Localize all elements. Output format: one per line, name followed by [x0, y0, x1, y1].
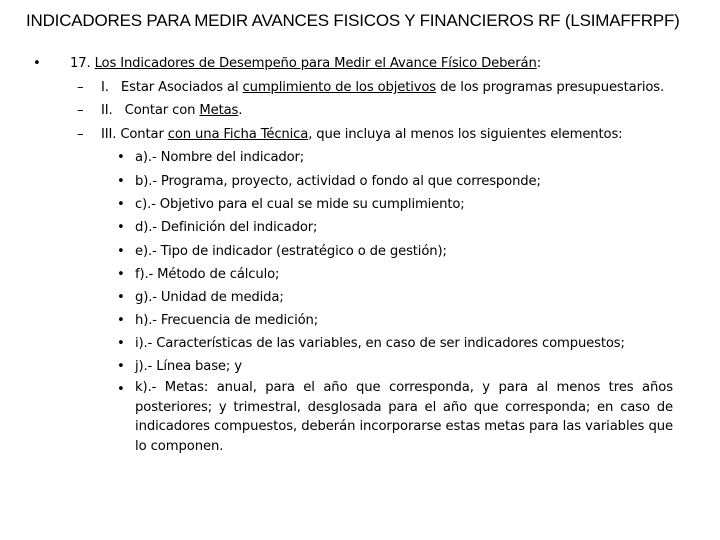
element-e: e).- Tipo de indicador (estratégico o de gestión); — [135, 244, 447, 259]
bullet-icon: • — [117, 267, 125, 282]
bullet-icon: • — [117, 382, 125, 397]
element-a: a).- Nombre del indicador; — [135, 150, 305, 165]
bullet-icon: • — [117, 336, 125, 351]
subitem-I: I. Estar Asociados al cumplimiento de los objetivos de los programas presupuestarios. — [101, 80, 665, 95]
bullet-icon: • — [117, 244, 125, 259]
subitem-III: III. Contar con una Ficha Técnica, que incluya al menos los siguientes elementos: — [101, 127, 623, 142]
dash-icon: – — [77, 103, 84, 118]
dash-icon: – — [77, 80, 84, 95]
item-heading: Los Indicadores de Desempeño para Medir el Avance Físico Deberán — [94, 56, 537, 71]
element-d: d).- Definición del indicador; — [135, 220, 318, 235]
element-i: i).- Características de las variables, en caso de ser indicadores compuestos; — [135, 336, 625, 351]
bullet-icon: • — [117, 290, 125, 305]
bullet-icon: • — [117, 150, 125, 165]
element-f: f).- Método de cálculo; — [135, 267, 280, 282]
element-k: k).- Metas: anual, para el año que corresponda, y para al menos tres años posteriores; y trimestral, desglosada para el año que corresponda; en caso de indicadores compuestos, deberán incorporarse estas metas para las variables que lo componen. — [135, 380, 673, 454]
bullet-icon: • — [117, 313, 125, 328]
subitem-II: II. Contar con Metas. — [101, 103, 243, 118]
dash-icon: – — [77, 127, 84, 142]
bullet-icon: • — [117, 220, 125, 235]
element-h: h).- Frecuencia de medición; — [135, 313, 319, 328]
element-c: c).- Objetivo para el cual se mide su cumplimiento; — [135, 197, 465, 212]
item-number: 17. — [70, 56, 91, 71]
bullet-icon: • — [117, 197, 125, 212]
element-b: b).- Programa, proyecto, actividad o fondo al que corresponde; — [135, 174, 541, 189]
element-g: g).- Unidad de medida; — [135, 290, 284, 305]
bullet-icon: • — [33, 56, 41, 71]
slide-title: INDICADORES PARA MEDIR AVANCES FISICOS Y FINANCIEROS RF (LSIMAFFRPF) — [26, 11, 680, 30]
bullet-icon: • — [117, 359, 125, 374]
item-17: 17. Los Indicadores de Desempeño para Medir el Avance Físico Deberán: — [70, 56, 541, 71]
element-j: j).- Línea base; y — [135, 359, 242, 374]
bullet-icon: • — [117, 174, 125, 189]
